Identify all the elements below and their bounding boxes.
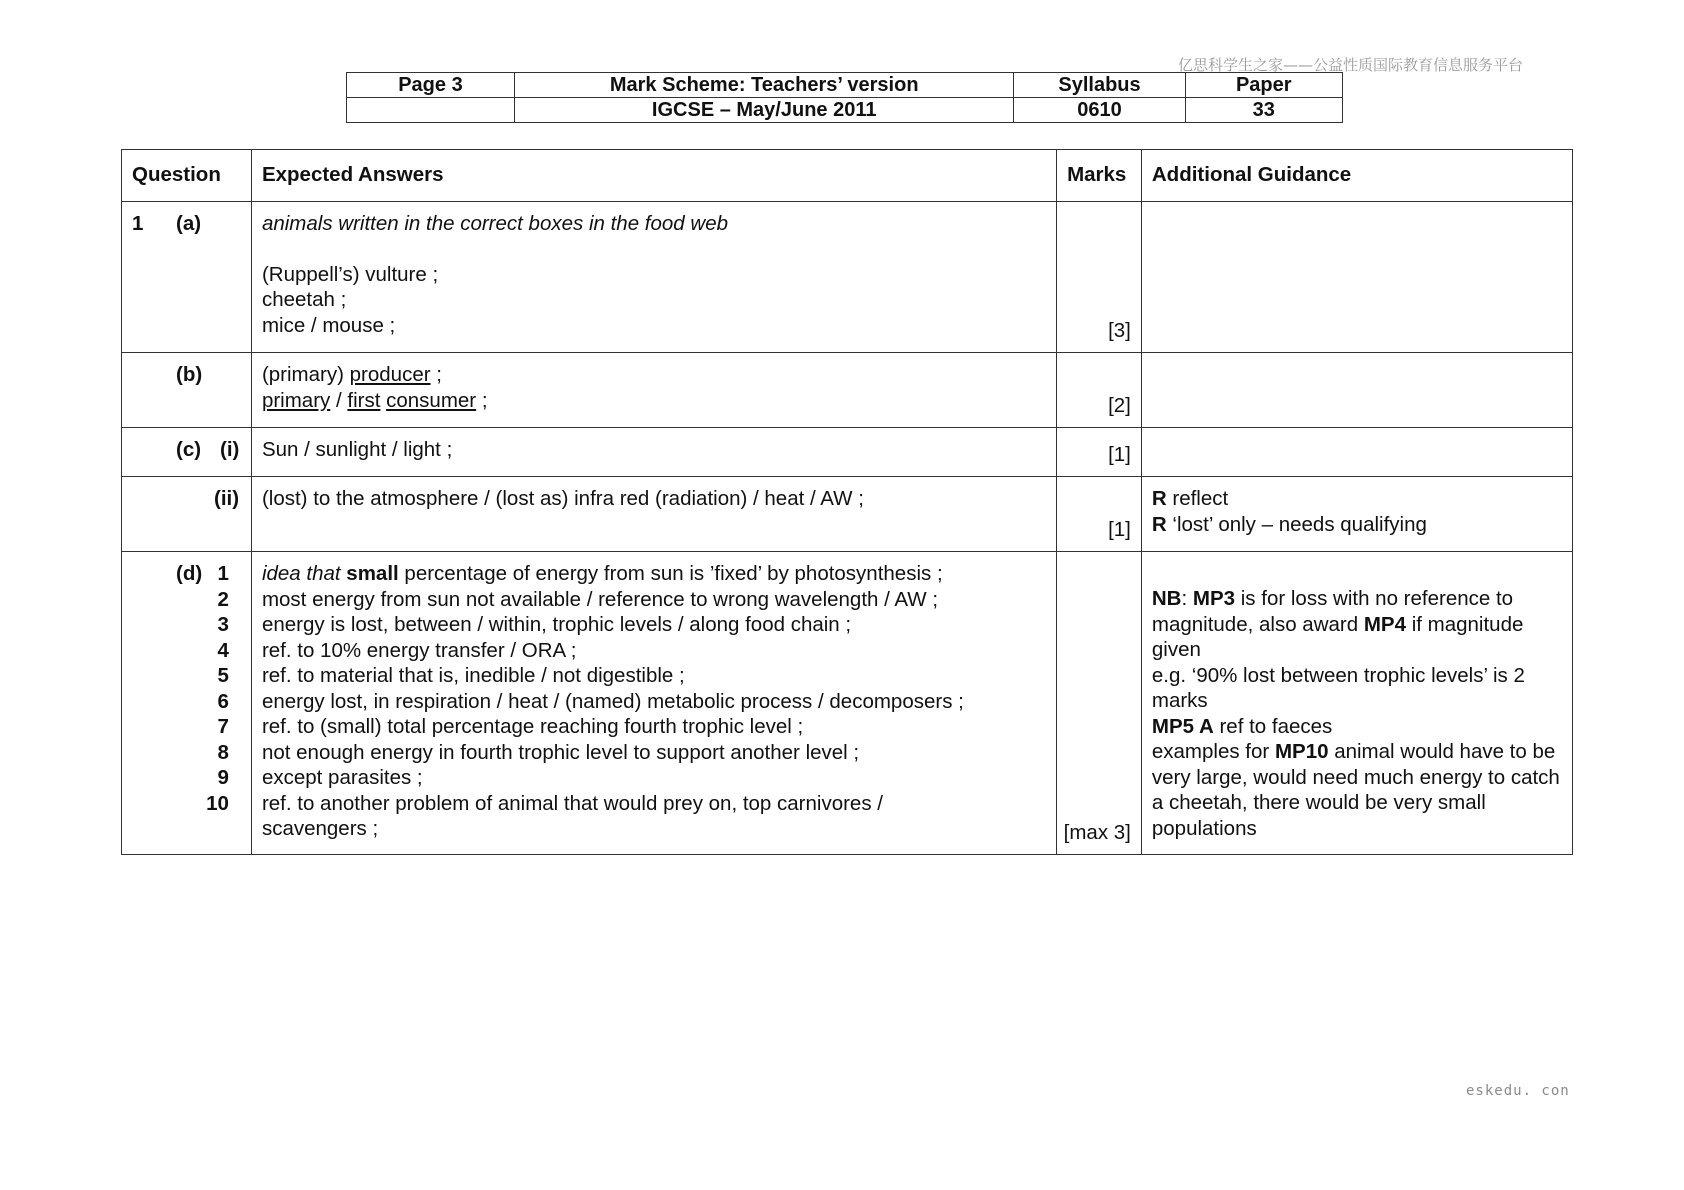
answer-intro: animals written in the correct boxes in the food web xyxy=(261,212,728,235)
answer-line: (lost) to the atmosphere / (lost as) infra red (radiation) / heat / AW ; xyxy=(261,487,864,510)
mark-scheme-table xyxy=(121,149,1573,855)
question-part: (a) xyxy=(176,212,202,235)
question-subpart: (i) xyxy=(220,438,240,461)
marking-point-numbers xyxy=(206,561,229,816)
header-table xyxy=(346,72,1343,123)
answer-line: energy lost, in respiration / heat / (named) metabolic process / decomposers ; xyxy=(261,689,964,713)
row-1d xyxy=(122,552,1573,855)
guidance-nb: NB: MP3 is for loss with no reference to magnitude, also award MP4 if magnitude given xyxy=(1151,587,1524,661)
guidance-mp10: examples for MP10 animal would have to be very large, would need much energy to catch a cheetah, there would be very small populations xyxy=(1151,740,1560,840)
answer-line: idea that small percentage of energy from sun is ’fixed’ by photosynthesis ; xyxy=(261,562,943,585)
mp-number: 2 xyxy=(217,587,229,611)
header-paper-number: 33 xyxy=(1185,98,1342,123)
guidance-mp5: MP5 A ref to faeces xyxy=(1151,714,1333,738)
answer-line: not enough energy in fourth trophic level to support another level ; xyxy=(261,740,860,764)
answer-cell-1ci xyxy=(251,428,1056,477)
marks-value: [1] xyxy=(1108,442,1131,466)
header-title: Mark Scheme: Teachers’ version xyxy=(514,73,1014,98)
guidance-cell-1ci xyxy=(1141,428,1572,477)
column-answers: Expected Answers xyxy=(251,150,1056,202)
header-syllabus-code: 0610 xyxy=(1014,98,1185,123)
question-subpart: (ii) xyxy=(214,487,240,510)
question-part: (b) xyxy=(176,363,203,386)
row-1ci xyxy=(122,428,1573,477)
mp-number: 8 xyxy=(217,740,229,764)
question-cell-1d xyxy=(122,552,252,855)
answer-line: scavengers ; xyxy=(261,817,379,840)
marks-cell-1cii xyxy=(1057,477,1142,552)
marks-value: [max 3] xyxy=(1063,820,1131,844)
row-1a xyxy=(122,202,1573,353)
answer-cell-1cii xyxy=(251,477,1056,552)
row-1cii xyxy=(122,477,1573,552)
answer-line: Sun / sunlight / light ; xyxy=(261,438,453,461)
answer-line-2: primary / first consumer ; xyxy=(261,388,488,412)
mp-number: 10 xyxy=(206,791,229,815)
marks-cell-1ci xyxy=(1057,428,1142,477)
header-empty-cell xyxy=(347,98,515,123)
marks-cell-1b xyxy=(1057,353,1142,428)
column-header-row xyxy=(122,150,1573,202)
question-cell-1cii xyxy=(122,477,252,552)
mp-number: 1 xyxy=(217,562,229,585)
answer-line: ref. to material that is, inedible / not digestible ; xyxy=(261,664,685,687)
marks-value: [3] xyxy=(1108,318,1131,342)
answer-line: mice / mouse ; xyxy=(261,313,396,337)
guidance-line-2: R ‘lost’ only – needs qualifying xyxy=(1151,512,1427,536)
question-part: (c) xyxy=(176,438,202,461)
answer-line: ref. to another problem of animal that would prey on, top carnivores / xyxy=(261,791,883,815)
marks-value: [1] xyxy=(1108,517,1131,541)
answer-cell-1d xyxy=(251,552,1056,855)
watermark-bottom: eskedu. con xyxy=(1466,1083,1570,1099)
question-part: (d) xyxy=(176,562,203,585)
answer-cell-1b xyxy=(251,353,1056,428)
answer-line-1: (primary) producer ; xyxy=(261,363,442,386)
mp-number: 4 xyxy=(217,638,229,662)
guidance-line-1: R reflect xyxy=(1151,487,1229,510)
mp-number: 9 xyxy=(217,766,229,789)
answer-line: except parasites ; xyxy=(261,766,423,789)
guidance-example: e.g. ‘90% lost between trophic levels’ is 2 marks xyxy=(1151,663,1525,712)
column-marks: Marks xyxy=(1057,150,1142,202)
answer-line: most energy from sun not available / reference to wrong wavelength / AW ; xyxy=(261,587,939,611)
answer-line: ref. to (small) total percentage reaching fourth trophic level ; xyxy=(261,715,804,738)
mp-number: 6 xyxy=(217,689,229,713)
answer-cell-1a xyxy=(251,202,1056,353)
guidance-cell-1a xyxy=(1141,202,1572,353)
answer-line: cheetah ; xyxy=(261,288,347,311)
question-number: 1 xyxy=(132,212,144,235)
marks-value: [2] xyxy=(1108,393,1131,417)
marks-cell-1d xyxy=(1057,552,1142,855)
column-guidance: Additional Guidance xyxy=(1141,150,1572,202)
answer-line: (Ruppell’s) vulture ; xyxy=(261,262,439,286)
row-1b xyxy=(122,353,1573,428)
answer-line: energy is lost, between / within, trophic levels / along food chain ; xyxy=(261,613,852,636)
header-exam: IGCSE – May/June 2011 xyxy=(514,98,1014,123)
question-cell-1b xyxy=(122,353,252,428)
guidance-cell-1cii xyxy=(1141,477,1572,552)
header-syllabus-label: Syllabus xyxy=(1014,73,1185,98)
header-paper-label: Paper xyxy=(1185,73,1342,98)
guidance-cell-1b xyxy=(1141,353,1572,428)
marks-cell-1a xyxy=(1057,202,1142,353)
watermark-top: 亿思科学生之家——公益性质国际教育信息服务平台 xyxy=(1178,56,1524,74)
mp-number: 5 xyxy=(217,664,229,687)
guidance-cell-1d xyxy=(1141,552,1572,855)
answer-line: ref. to 10% energy transfer / ORA ; xyxy=(261,638,577,662)
mp-number: 3 xyxy=(217,613,229,636)
question-cell-1a xyxy=(122,202,252,353)
header-page: Page 3 xyxy=(347,73,515,98)
question-cell-1ci xyxy=(122,428,252,477)
mp-number: 7 xyxy=(217,715,229,738)
column-question: Question xyxy=(122,150,252,202)
